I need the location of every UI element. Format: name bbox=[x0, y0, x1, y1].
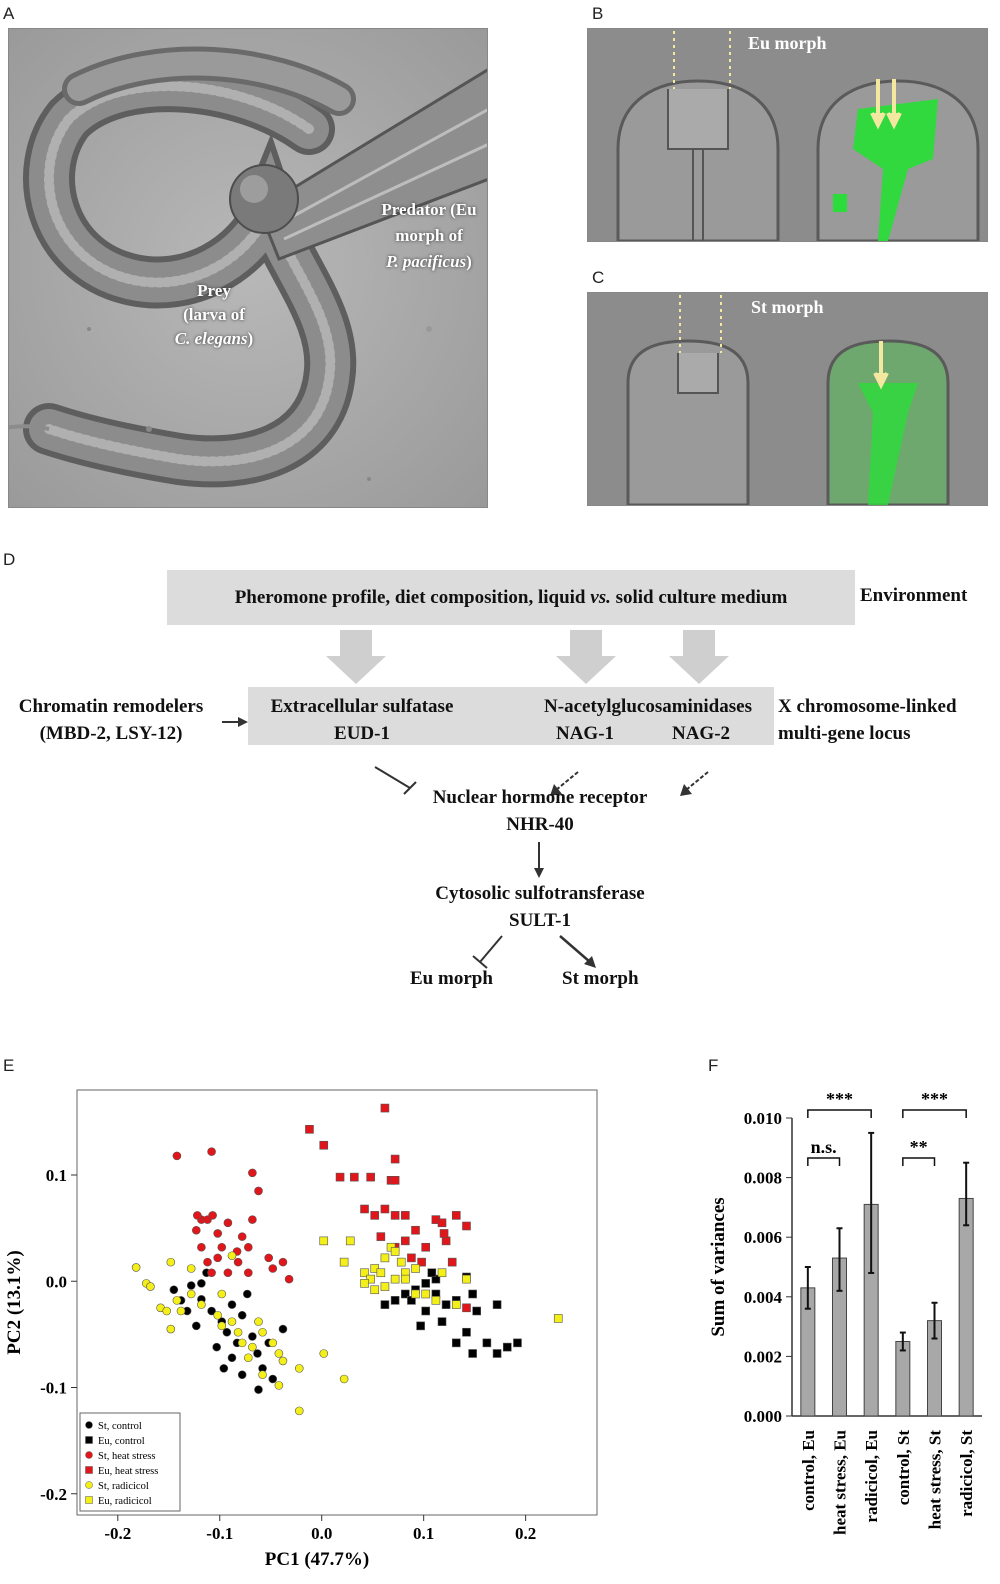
data-point bbox=[213, 1343, 221, 1351]
data-point bbox=[170, 1286, 178, 1294]
data-point bbox=[254, 1318, 262, 1326]
data-point bbox=[513, 1339, 521, 1347]
data-point bbox=[422, 1279, 430, 1287]
significance-label: *** bbox=[826, 1089, 853, 1109]
x-tick-label: 0.1 bbox=[413, 1524, 435, 1543]
predator-morph-text: morph of bbox=[395, 226, 463, 245]
predator-prey-micrograph bbox=[8, 28, 488, 508]
y-axis-label: PC2 (13.1%) bbox=[4, 1250, 25, 1355]
eud1-line-1: Extracellular sulfatase bbox=[270, 696, 454, 717]
category-label: radicicol, St bbox=[957, 1430, 977, 1517]
nhr-line-1: Nuclear hormone receptor bbox=[432, 787, 648, 808]
data-point bbox=[224, 1269, 232, 1277]
data-point bbox=[244, 1354, 252, 1362]
data-point bbox=[438, 1219, 446, 1227]
data-point bbox=[209, 1211, 217, 1219]
y-tick-label: 0.0 bbox=[45, 1272, 67, 1292]
data-point bbox=[295, 1364, 303, 1372]
x-tick-label: 0.0 bbox=[311, 1524, 333, 1543]
data-point bbox=[167, 1325, 175, 1333]
data-point bbox=[254, 1386, 262, 1394]
data-point bbox=[220, 1364, 228, 1372]
predator-species: P. pacificus bbox=[386, 252, 467, 271]
data-point bbox=[371, 1211, 379, 1219]
data-point bbox=[238, 1371, 246, 1379]
data-point bbox=[279, 1325, 287, 1333]
data-point bbox=[214, 1229, 222, 1237]
legend-label: St, radicicol bbox=[98, 1481, 149, 1492]
data-point bbox=[238, 1233, 246, 1241]
panel-label-b: B bbox=[592, 4, 604, 23]
prey-line-3 bbox=[159, 327, 269, 351]
category-label: control, Eu bbox=[798, 1430, 818, 1511]
data-point bbox=[503, 1343, 511, 1351]
predator-line-3 bbox=[349, 249, 488, 275]
y-tick-label: -0.2 bbox=[40, 1484, 67, 1504]
data-point bbox=[462, 1328, 470, 1336]
data-point bbox=[243, 1290, 251, 1298]
y-tick-label: 0.1 bbox=[45, 1166, 67, 1185]
panel-label-f: F bbox=[708, 1056, 719, 1075]
data-point bbox=[422, 1290, 430, 1298]
data-point bbox=[259, 1328, 267, 1336]
data-point bbox=[391, 1211, 399, 1219]
environment-vs: vs. bbox=[590, 587, 611, 608]
pca-scatter-plot bbox=[0, 1070, 620, 1584]
data-point bbox=[493, 1350, 501, 1358]
legend-marker bbox=[86, 1467, 93, 1474]
data-point bbox=[187, 1290, 195, 1298]
data-point bbox=[397, 1258, 405, 1266]
x-tick-label: -0.2 bbox=[104, 1524, 132, 1543]
significance-label: *** bbox=[921, 1089, 948, 1109]
data-point bbox=[361, 1205, 369, 1213]
data-point bbox=[367, 1173, 375, 1181]
data-point bbox=[228, 1301, 236, 1309]
data-point bbox=[361, 1279, 369, 1287]
environment-text: Pheromone profile, diet composition, liquid bbox=[234, 587, 591, 608]
data-point bbox=[417, 1322, 425, 1330]
bar bbox=[896, 1342, 910, 1417]
environment-text-2: solid culture medium bbox=[610, 587, 788, 608]
significance-bracket bbox=[903, 1158, 935, 1166]
bar bbox=[959, 1198, 973, 1416]
data-point bbox=[377, 1269, 385, 1277]
legend-marker bbox=[86, 1437, 93, 1444]
significance-label: ** bbox=[909, 1137, 928, 1157]
data-point bbox=[336, 1173, 344, 1181]
data-point bbox=[173, 1152, 181, 1160]
data-point bbox=[442, 1301, 450, 1309]
x-tick-label: -0.1 bbox=[206, 1524, 234, 1543]
panel-label-e: E bbox=[3, 1056, 15, 1075]
data-point bbox=[493, 1301, 501, 1309]
data-point bbox=[279, 1258, 287, 1266]
data-point bbox=[440, 1229, 448, 1237]
data-point bbox=[208, 1269, 216, 1277]
data-point bbox=[452, 1211, 460, 1219]
eu-morph-title: Eu morph bbox=[748, 33, 827, 53]
data-point bbox=[218, 1322, 226, 1330]
data-point bbox=[208, 1148, 216, 1156]
data-point bbox=[305, 1125, 313, 1133]
data-point bbox=[412, 1265, 420, 1273]
chromatin-line-2: (MBD-2, LSY-12) bbox=[39, 723, 183, 744]
data-point bbox=[462, 1275, 470, 1283]
data-point bbox=[401, 1211, 409, 1219]
eu-morph-micrograph bbox=[587, 28, 988, 242]
eud1-line-2: EUD-1 bbox=[334, 723, 390, 744]
data-point bbox=[381, 1283, 389, 1291]
data-point bbox=[422, 1243, 430, 1251]
data-point bbox=[320, 1350, 328, 1358]
y-tick-label: 0.006 bbox=[743, 1228, 782, 1248]
data-point bbox=[187, 1265, 195, 1273]
predator-line-2 bbox=[349, 223, 488, 249]
sult-line-1: Cytosolic sulfotransferase bbox=[435, 883, 645, 904]
legend-label: St, heat stress bbox=[98, 1451, 156, 1462]
data-point bbox=[218, 1243, 226, 1251]
prey-line-1: Prey bbox=[197, 281, 231, 300]
legend-label: St, control bbox=[98, 1421, 142, 1432]
significance-bracket bbox=[808, 1110, 871, 1118]
data-point bbox=[295, 1407, 303, 1415]
data-point bbox=[228, 1252, 236, 1260]
data-point bbox=[432, 1296, 440, 1304]
legend-marker bbox=[86, 1482, 93, 1489]
data-point bbox=[381, 1104, 389, 1112]
data-point bbox=[422, 1307, 430, 1315]
data-point bbox=[228, 1318, 236, 1326]
nag2-label: NAG-2 bbox=[671, 723, 731, 744]
data-point bbox=[248, 1333, 256, 1341]
data-point bbox=[391, 1176, 399, 1184]
data-point bbox=[269, 1339, 277, 1347]
data-point bbox=[346, 1237, 354, 1245]
data-point bbox=[428, 1269, 436, 1277]
data-point bbox=[340, 1258, 348, 1266]
data-point bbox=[132, 1263, 140, 1271]
data-point bbox=[391, 1155, 399, 1163]
y-tick-label: 0.002 bbox=[743, 1347, 782, 1367]
chromatin-remodelers bbox=[0, 693, 222, 747]
data-point bbox=[248, 1216, 256, 1224]
env-arrow-nag1 bbox=[556, 630, 616, 684]
y-tick-label: -0.1 bbox=[40, 1378, 67, 1398]
prey-species: C. elegans bbox=[174, 329, 248, 348]
y-axis-label: Sum of variances bbox=[708, 1197, 729, 1337]
prey-paren: ) bbox=[247, 329, 254, 348]
x-locus-line-1: X chromosome-linked bbox=[778, 696, 957, 717]
data-point bbox=[248, 1169, 256, 1177]
chromatin-line-1: Chromatin remodelers bbox=[18, 696, 204, 717]
data-point bbox=[448, 1258, 456, 1266]
y-tick-label: 0.000 bbox=[743, 1407, 782, 1426]
prey-line-2: (larva of bbox=[183, 305, 245, 324]
data-point bbox=[381, 1205, 389, 1213]
env-arrow-nag2 bbox=[669, 630, 729, 684]
data-point bbox=[340, 1375, 348, 1383]
data-point bbox=[224, 1219, 232, 1227]
st-morph-micrograph bbox=[587, 292, 988, 506]
env-arrow-eud1 bbox=[326, 630, 386, 684]
nhr-line-2: NHR-40 bbox=[506, 814, 574, 835]
data-point bbox=[381, 1301, 389, 1309]
data-point bbox=[407, 1254, 415, 1262]
data-point bbox=[197, 1279, 205, 1287]
data-point bbox=[438, 1318, 446, 1326]
data-point bbox=[275, 1381, 283, 1389]
data-point bbox=[554, 1314, 562, 1322]
panel-label-a: A bbox=[3, 4, 15, 23]
data-point bbox=[483, 1339, 491, 1347]
y-tick-label: 0.010 bbox=[743, 1109, 782, 1128]
data-point bbox=[377, 1233, 385, 1241]
significance-label: n.s. bbox=[810, 1137, 837, 1157]
x-tick-label: 0.2 bbox=[515, 1524, 537, 1543]
data-point bbox=[391, 1296, 399, 1304]
legend-marker bbox=[86, 1452, 93, 1459]
st-morph-outcome: St morph bbox=[562, 968, 639, 989]
nhr40-label bbox=[380, 784, 700, 838]
data-point bbox=[238, 1339, 246, 1347]
significance-bracket bbox=[903, 1110, 966, 1118]
data-point bbox=[469, 1290, 477, 1298]
legend-marker bbox=[86, 1497, 93, 1504]
data-point bbox=[214, 1254, 222, 1262]
data-point bbox=[279, 1357, 287, 1365]
data-point bbox=[214, 1311, 222, 1319]
data-point bbox=[412, 1290, 420, 1298]
data-point bbox=[265, 1254, 273, 1262]
sult-arrow-st bbox=[560, 936, 590, 962]
legend-label: Eu, control bbox=[98, 1436, 145, 1447]
x-chromosome-locus bbox=[778, 693, 957, 747]
y-tick-label: 0.004 bbox=[743, 1287, 782, 1307]
eu-morph-drawing bbox=[588, 29, 987, 241]
eud1-label bbox=[248, 693, 476, 747]
data-point bbox=[167, 1258, 175, 1266]
predator-line-1: Predator (Eu bbox=[381, 200, 477, 219]
legend-label: Eu, radicicol bbox=[98, 1496, 152, 1507]
data-point bbox=[442, 1237, 450, 1245]
data-point bbox=[228, 1354, 236, 1362]
prey-label bbox=[159, 279, 269, 351]
data-point bbox=[275, 1350, 283, 1358]
x-axis-label: PC1 (47.7%) bbox=[264, 1549, 370, 1570]
data-point bbox=[412, 1226, 420, 1234]
data-point bbox=[234, 1328, 242, 1336]
data-point bbox=[146, 1283, 154, 1291]
data-point bbox=[452, 1339, 460, 1347]
sult1-label bbox=[380, 880, 700, 934]
data-point bbox=[438, 1269, 446, 1277]
data-point bbox=[234, 1258, 242, 1266]
data-point bbox=[197, 1301, 205, 1309]
panel-label-d: D bbox=[3, 550, 16, 569]
data-point bbox=[401, 1237, 409, 1245]
st-morph-drawing bbox=[588, 293, 987, 505]
data-point bbox=[320, 1237, 328, 1245]
data-point bbox=[244, 1269, 252, 1277]
data-point bbox=[285, 1275, 293, 1283]
category-label: control, St bbox=[893, 1430, 913, 1506]
data-point bbox=[452, 1301, 460, 1309]
data-point bbox=[238, 1311, 246, 1319]
data-point bbox=[192, 1322, 200, 1330]
data-point bbox=[244, 1243, 252, 1251]
nag-title: N-acetylglucosaminidases bbox=[544, 696, 752, 717]
data-point bbox=[462, 1222, 470, 1230]
predator-label bbox=[349, 197, 488, 275]
data-point bbox=[163, 1307, 171, 1315]
data-point bbox=[320, 1141, 328, 1149]
data-point bbox=[469, 1350, 477, 1358]
data-point bbox=[173, 1296, 181, 1304]
category-label: heat stress, St bbox=[925, 1430, 945, 1530]
data-point bbox=[473, 1307, 481, 1315]
data-point bbox=[371, 1286, 379, 1294]
data-point bbox=[401, 1275, 409, 1283]
variance-bar-chart bbox=[700, 1070, 1000, 1584]
environment-box bbox=[167, 570, 855, 625]
eu-morph-outcome: Eu morph bbox=[410, 968, 493, 989]
significance-bracket bbox=[808, 1158, 840, 1166]
data-point bbox=[187, 1282, 195, 1290]
data-point bbox=[269, 1375, 277, 1383]
sult-inhibit-eu bbox=[480, 936, 502, 962]
data-point bbox=[248, 1343, 256, 1351]
y-tick-label: 0.008 bbox=[743, 1168, 782, 1188]
data-point bbox=[197, 1243, 205, 1251]
data-point bbox=[391, 1275, 399, 1283]
panel-label-c: C bbox=[592, 268, 605, 287]
data-point bbox=[269, 1265, 277, 1273]
data-point bbox=[350, 1173, 358, 1181]
category-label: heat stress, Eu bbox=[830, 1430, 850, 1535]
nag1-label: NAG-1 bbox=[555, 723, 615, 744]
legend-marker bbox=[86, 1422, 93, 1429]
data-point bbox=[381, 1254, 389, 1262]
predator-paren: ) bbox=[466, 252, 472, 271]
data-point bbox=[177, 1307, 185, 1315]
legend-label: Eu, heat stress bbox=[98, 1466, 159, 1477]
st-morph-title: St morph bbox=[751, 297, 824, 317]
data-point bbox=[204, 1258, 212, 1266]
data-point bbox=[391, 1248, 399, 1256]
category-label: radicicol, Eu bbox=[862, 1430, 882, 1523]
x-locus-line-2: multi-gene locus bbox=[778, 723, 911, 744]
data-point bbox=[259, 1371, 267, 1379]
data-point bbox=[218, 1290, 226, 1298]
data-point bbox=[254, 1187, 262, 1195]
data-point bbox=[192, 1226, 200, 1234]
data-point bbox=[462, 1304, 470, 1312]
sult-line-2: SULT-1 bbox=[509, 910, 571, 931]
environment-label: Environment bbox=[860, 585, 968, 606]
data-point bbox=[193, 1211, 201, 1219]
